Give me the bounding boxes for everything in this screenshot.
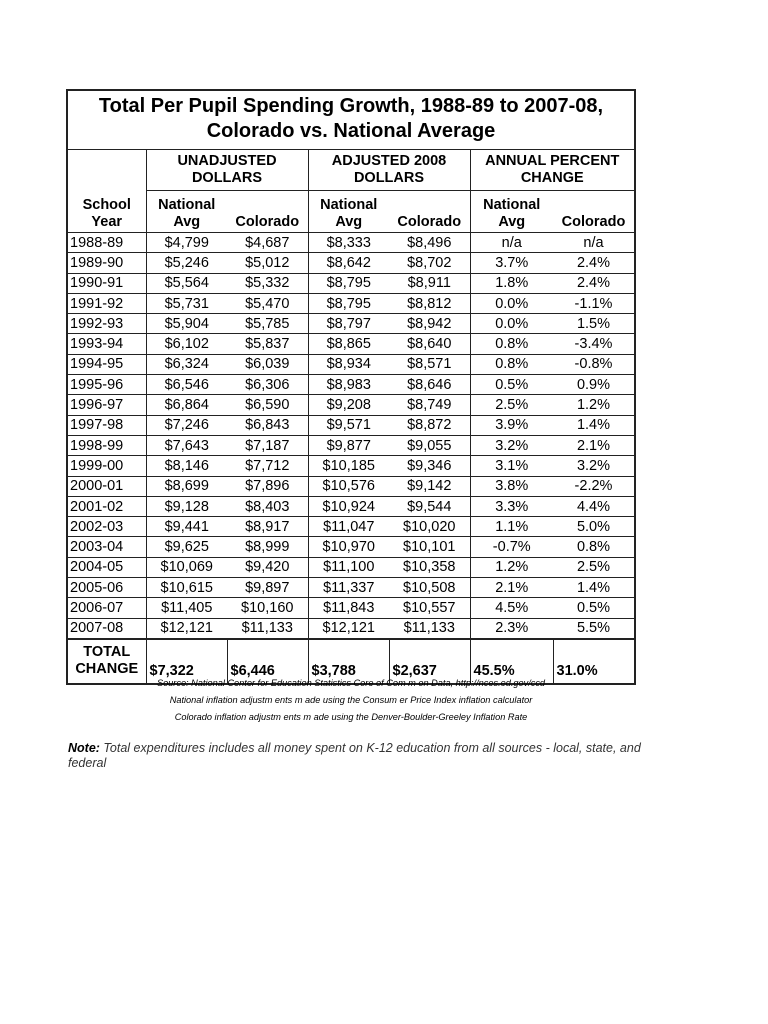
- col-school-line-2: Year: [91, 214, 123, 230]
- unadjusted-national-cell: $4,799: [146, 233, 227, 253]
- unadjusted-colorado-cell: $5,332: [227, 273, 308, 293]
- annual-colorado-cell: 3.2%: [553, 456, 634, 476]
- unadjusted-colorado-cell: $11,133: [227, 618, 308, 639]
- table-row: [68, 557, 634, 577]
- adjusted-colorado-cell: $8,911: [389, 273, 470, 293]
- table-row: [68, 456, 634, 476]
- table-row: [68, 253, 634, 273]
- adjusted-colorado-cell: $8,812: [389, 293, 470, 313]
- unadjusted-national-cell: $5,246: [146, 253, 227, 273]
- total-annual-colorado: 31.0%: [553, 639, 634, 683]
- adjusted-colorado-cell: $8,942: [389, 314, 470, 334]
- unadjusted-colorado-cell: $6,843: [227, 415, 308, 435]
- col-national-line-1: National: [320, 197, 378, 213]
- group-header-blank: [68, 150, 146, 191]
- total-unadjusted-colorado: $6,446: [227, 639, 308, 683]
- unadjusted-national-cell: $10,615: [146, 578, 227, 598]
- colorado-inflation-line: Colorado inflation adjustm ents m ade using the Denver-Boulder-Greeley Inflation Rate: [174, 712, 528, 722]
- annual-national-cell: 4.5%: [470, 598, 553, 618]
- adjusted-colorado-cell: $8,872: [389, 415, 470, 435]
- table-row: [68, 334, 634, 354]
- school-year-cell: 1998-99: [68, 435, 146, 455]
- annual-national-cell: 1.1%: [470, 517, 553, 537]
- adjusted-national-cell: $8,934: [308, 354, 389, 374]
- unadjusted-colorado-cell: $6,306: [227, 375, 308, 395]
- col-school-line-1: School: [82, 197, 131, 213]
- total-annual-national: 45.5%: [470, 639, 553, 683]
- school-year-cell: 2005-06: [68, 578, 146, 598]
- adjusted-national-cell: $8,865: [308, 334, 389, 354]
- annual-national-cell: 3.2%: [470, 435, 553, 455]
- adjusted-colorado-cell: $8,749: [389, 395, 470, 415]
- unadjusted-national-cell: $5,731: [146, 293, 227, 313]
- unadjusted-colorado-cell: $8,999: [227, 537, 308, 557]
- annual-colorado-cell: 0.8%: [553, 537, 634, 557]
- table-body: [68, 233, 634, 639]
- annual-colorado-cell: 0.9%: [553, 375, 634, 395]
- table-row: [68, 598, 634, 618]
- col-header-annual-national: [470, 191, 553, 233]
- table-row: [68, 375, 634, 395]
- annual-colorado-cell: 2.4%: [553, 253, 634, 273]
- adjusted-colorado-cell: $10,101: [389, 537, 470, 557]
- annual-colorado-cell: 5.0%: [553, 517, 634, 537]
- adjusted-colorado-cell: $8,496: [389, 233, 470, 253]
- annual-colorado-cell: -3.4%: [553, 334, 634, 354]
- adjusted-national-cell: $9,571: [308, 415, 389, 435]
- annual-colorado-cell: n/a: [553, 233, 634, 253]
- adjusted-national-cell: $8,795: [308, 273, 389, 293]
- unadjusted-national-cell: $11,405: [146, 598, 227, 618]
- col-header-adjusted-national: [308, 191, 389, 233]
- school-year-cell: 1988-89: [68, 233, 146, 253]
- adjusted-colorado-cell: $8,640: [389, 334, 470, 354]
- annual-national-cell: 3.8%: [470, 476, 553, 496]
- total-label-line-2: CHANGE: [75, 661, 139, 678]
- group-annual-line-1: ANNUAL PERCENT: [485, 153, 620, 169]
- footnote: [68, 741, 648, 771]
- annual-colorado-cell: 0.5%: [553, 598, 634, 618]
- unadjusted-colorado-cell: $9,420: [227, 557, 308, 577]
- school-year-cell: 1989-90: [68, 253, 146, 273]
- table-row: [68, 496, 634, 516]
- adjusted-national-cell: $11,337: [308, 578, 389, 598]
- group-unadjusted-line-1: UNADJUSTED: [177, 153, 277, 169]
- unadjusted-colorado-cell: $6,039: [227, 354, 308, 374]
- group-header-unadjusted: [146, 150, 308, 191]
- unadjusted-colorado-cell: $5,837: [227, 334, 308, 354]
- adjusted-national-cell: $10,970: [308, 537, 389, 557]
- unadjusted-national-cell: $6,102: [146, 334, 227, 354]
- annual-colorado-cell: 5.5%: [553, 618, 634, 639]
- school-year-cell: 1999-00: [68, 456, 146, 476]
- school-year-cell: 2002-03: [68, 517, 146, 537]
- unadjusted-national-cell: $8,699: [146, 476, 227, 496]
- total-adjusted-national: $3,788: [308, 639, 389, 683]
- group-adjusted-line-1: ADJUSTED 2008: [331, 153, 447, 169]
- adjusted-national-cell: $9,208: [308, 395, 389, 415]
- school-year-cell: 1997-98: [68, 415, 146, 435]
- unadjusted-national-cell: $9,128: [146, 496, 227, 516]
- group-adjusted-line-2: DOLLARS: [353, 170, 425, 186]
- col-national-line-1: National: [483, 197, 541, 213]
- annual-national-cell: 3.9%: [470, 415, 553, 435]
- adjusted-colorado-cell: $10,358: [389, 557, 470, 577]
- adjusted-national-cell: $10,924: [308, 496, 389, 516]
- annual-colorado-cell: 1.4%: [553, 578, 634, 598]
- table-row: [68, 314, 634, 334]
- unadjusted-colorado-cell: $5,470: [227, 293, 308, 313]
- group-header-adjusted: [308, 150, 470, 191]
- unadjusted-colorado-cell: $9,897: [227, 578, 308, 598]
- adjusted-national-cell: $8,795: [308, 293, 389, 313]
- school-year-cell: 1993-94: [68, 334, 146, 354]
- column-header-row: [68, 191, 634, 233]
- source-line: Source: National Center for Education Statistics Core of Com m on Data, http://nces.ed.gov/ccd: [156, 678, 546, 688]
- adjusted-national-cell: $8,797: [308, 314, 389, 334]
- unadjusted-colorado-cell: $4,687: [227, 233, 308, 253]
- adjusted-national-cell: $10,576: [308, 476, 389, 496]
- table-title: [68, 91, 634, 150]
- school-year-cell: 1991-92: [68, 293, 146, 313]
- unadjusted-national-cell: $7,643: [146, 435, 227, 455]
- total-label-line-1: TOTAL: [83, 644, 131, 661]
- adjusted-colorado-cell: $10,557: [389, 598, 470, 618]
- adjusted-colorado-cell: $9,142: [389, 476, 470, 496]
- footnote-text: Total expenditures includes all money spent on K-12 education from all sources - local, state, and federal: [68, 741, 641, 770]
- school-year-cell: 2004-05: [68, 557, 146, 577]
- annual-national-cell: -0.7%: [470, 537, 553, 557]
- annual-national-cell: 2.1%: [470, 578, 553, 598]
- adjusted-national-cell: $11,100: [308, 557, 389, 577]
- adjusted-national-cell: $9,877: [308, 435, 389, 455]
- table-row: [68, 415, 634, 435]
- table-row: [68, 476, 634, 496]
- adjusted-national-cell: $11,843: [308, 598, 389, 618]
- unadjusted-colorado-cell: $10,160: [227, 598, 308, 618]
- table-row: [68, 517, 634, 537]
- adjusted-colorado-cell: $9,346: [389, 456, 470, 476]
- school-year-cell: 1994-95: [68, 354, 146, 374]
- table-row: [68, 354, 634, 374]
- total-adjusted-colorado: $2,637: [389, 639, 470, 683]
- unadjusted-national-cell: $6,546: [146, 375, 227, 395]
- table-row: [68, 537, 634, 557]
- school-year-cell: 2003-04: [68, 537, 146, 557]
- adjusted-colorado-cell: $10,508: [389, 578, 470, 598]
- school-year-cell: 2001-02: [68, 496, 146, 516]
- unadjusted-colorado-cell: $5,012: [227, 253, 308, 273]
- unadjusted-national-cell: $8,146: [146, 456, 227, 476]
- table-row: [68, 435, 634, 455]
- col-header-school-year: [68, 191, 146, 233]
- table-row: [68, 618, 634, 639]
- unadjusted-national-cell: $7,246: [146, 415, 227, 435]
- adjusted-colorado-cell: $10,020: [389, 517, 470, 537]
- title-line-1: Total Per Pupil Spending Growth, 1988-89 to 2007-08,: [98, 95, 604, 117]
- adjusted-colorado-cell: $8,646: [389, 375, 470, 395]
- annual-national-cell: 1.2%: [470, 557, 553, 577]
- adjusted-colorado-cell: $11,133: [389, 618, 470, 639]
- col-national-line-2: Avg: [173, 214, 201, 230]
- spending-table-frame: [66, 89, 636, 685]
- annual-national-cell: 0.5%: [470, 375, 553, 395]
- col-header-unadjusted-colorado: Colorado: [227, 191, 308, 233]
- unadjusted-national-cell: $5,904: [146, 314, 227, 334]
- annual-colorado-cell: 2.4%: [553, 273, 634, 293]
- footnote-label: Note:: [68, 741, 100, 755]
- adjusted-colorado-cell: $8,571: [389, 354, 470, 374]
- group-header-annual: [470, 150, 634, 191]
- adjusted-national-cell: $8,333: [308, 233, 389, 253]
- annual-colorado-cell: 1.2%: [553, 395, 634, 415]
- school-year-cell: 2007-08: [68, 618, 146, 639]
- annual-national-cell: n/a: [470, 233, 553, 253]
- unadjusted-national-cell: $12,121: [146, 618, 227, 639]
- school-year-cell: 2006-07: [68, 598, 146, 618]
- group-header-row: [68, 150, 634, 191]
- table-row: [68, 233, 634, 253]
- adjusted-colorado-cell: $9,544: [389, 496, 470, 516]
- unadjusted-national-cell: $6,864: [146, 395, 227, 415]
- school-year-cell: 1990-91: [68, 273, 146, 293]
- table-row: [68, 395, 634, 415]
- adjusted-national-cell: $8,642: [308, 253, 389, 273]
- annual-national-cell: 1.8%: [470, 273, 553, 293]
- table-row: [68, 293, 634, 313]
- table-row: [68, 273, 634, 293]
- group-annual-line-2: CHANGE: [520, 170, 584, 186]
- school-year-cell: 1995-96: [68, 375, 146, 395]
- annual-colorado-cell: 2.5%: [553, 557, 634, 577]
- adjusted-colorado-cell: $9,055: [389, 435, 470, 455]
- unadjusted-colorado-cell: $7,187: [227, 435, 308, 455]
- title-line-2: Colorado vs. National Average: [206, 120, 496, 142]
- adjusted-colorado-cell: $8,702: [389, 253, 470, 273]
- unadjusted-colorado-cell: $6,590: [227, 395, 308, 415]
- unadjusted-colorado-cell: $7,896: [227, 476, 308, 496]
- unadjusted-national-cell: $9,625: [146, 537, 227, 557]
- unadjusted-national-cell: $9,441: [146, 517, 227, 537]
- annual-colorado-cell: 1.4%: [553, 415, 634, 435]
- annual-colorado-cell: -2.2%: [553, 476, 634, 496]
- school-year-cell: 1996-97: [68, 395, 146, 415]
- adjusted-national-cell: $12,121: [308, 618, 389, 639]
- annual-colorado-cell: -0.8%: [553, 354, 634, 374]
- unadjusted-colorado-cell: $5,785: [227, 314, 308, 334]
- unadjusted-colorado-cell: $7,712: [227, 456, 308, 476]
- annual-national-cell: 2.5%: [470, 395, 553, 415]
- unadjusted-colorado-cell: $8,917: [227, 517, 308, 537]
- annual-national-cell: 0.8%: [470, 354, 553, 374]
- annual-national-cell: 3.7%: [470, 253, 553, 273]
- total-unadjusted-national: $7,322: [146, 639, 227, 683]
- spending-table: [68, 150, 634, 683]
- col-national-line-2: Avg: [498, 214, 526, 230]
- col-header-adjusted-colorado: Colorado: [389, 191, 470, 233]
- adjusted-national-cell: $11,047: [308, 517, 389, 537]
- group-unadjusted-line-2: DOLLARS: [191, 170, 263, 186]
- annual-colorado-cell: 4.4%: [553, 496, 634, 516]
- annual-national-cell: 3.3%: [470, 496, 553, 516]
- annual-national-cell: 2.3%: [470, 618, 553, 639]
- annual-colorado-cell: 2.1%: [553, 435, 634, 455]
- school-year-cell: 1992-93: [68, 314, 146, 334]
- unadjusted-national-cell: $5,564: [146, 273, 227, 293]
- unadjusted-colorado-cell: $8,403: [227, 496, 308, 516]
- annual-national-cell: 0.0%: [470, 293, 553, 313]
- annual-national-cell: 3.1%: [470, 456, 553, 476]
- col-national-line-1: National: [158, 197, 216, 213]
- adjusted-national-cell: $8,983: [308, 375, 389, 395]
- col-header-unadjusted-national: [146, 191, 227, 233]
- unadjusted-national-cell: $10,069: [146, 557, 227, 577]
- unadjusted-national-cell: $6,324: [146, 354, 227, 374]
- adjusted-national-cell: $10,185: [308, 456, 389, 476]
- annual-colorado-cell: -1.1%: [553, 293, 634, 313]
- national-inflation-line: National inflation adjustm ents m ade using the Consum er Price Index inflation calculator: [169, 695, 533, 705]
- col-national-line-2: Avg: [335, 214, 363, 230]
- table-row: [68, 578, 634, 598]
- annual-colorado-cell: 1.5%: [553, 314, 634, 334]
- col-header-annual-colorado: Colorado: [561, 214, 626, 230]
- annual-national-cell: 0.8%: [470, 334, 553, 354]
- source-notes: [60, 675, 760, 726]
- annual-national-cell: 0.0%: [470, 314, 553, 334]
- school-year-cell: 2000-01: [68, 476, 146, 496]
